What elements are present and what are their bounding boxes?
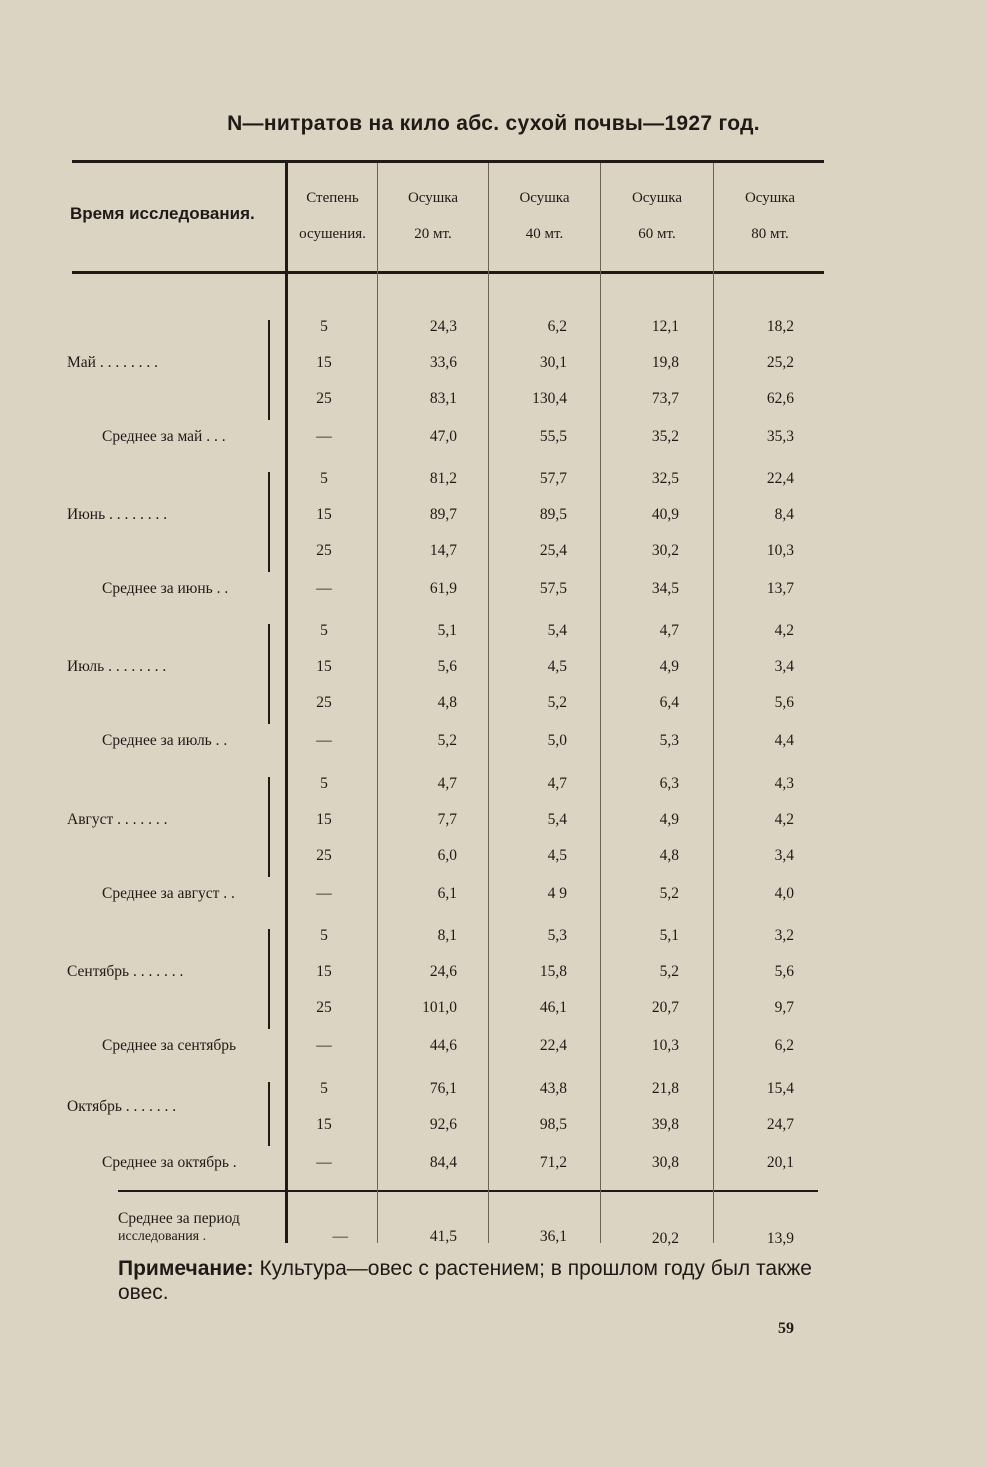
header-col-80-line1: Осушка	[744, 190, 796, 206]
table-cell: 24,7	[766, 1116, 794, 1133]
group-bracket	[268, 624, 270, 724]
average-cell: 4,4	[774, 732, 794, 749]
table-cell: 5,1	[659, 927, 679, 944]
average-cell: 6,1	[437, 885, 457, 902]
footnote	[118, 1257, 823, 1305]
header-degree	[288, 189, 377, 243]
table-cell: 5,2	[659, 963, 679, 980]
main-divider	[285, 163, 288, 1243]
table-cell: 20,7	[651, 999, 679, 1016]
table-cell: 33,6	[429, 354, 457, 371]
table-cell: 76,1	[429, 1080, 457, 1097]
header-col-40	[489, 189, 600, 243]
table-cell: 5,3	[547, 927, 567, 944]
header-col-80	[714, 189, 826, 243]
col-divider-3	[600, 163, 601, 1243]
average-cell: 71,2	[539, 1154, 567, 1171]
group-bracket	[268, 777, 270, 877]
table-cell: 25,2	[766, 354, 794, 371]
header-col-20-line1: Осушка	[407, 190, 459, 206]
table-cell: 30,1	[539, 354, 567, 371]
average-cell: 44,6	[429, 1037, 457, 1054]
average-cell: 47,0	[429, 428, 457, 445]
header-col-60-line2: 60 мт.	[638, 226, 676, 242]
header-col-40-line2: 40 мт.	[525, 226, 564, 242]
table-cell: 98,5	[539, 1116, 567, 1133]
average-cell: 22,4	[539, 1037, 567, 1054]
header-rule	[72, 271, 824, 274]
group-bracket	[268, 929, 270, 1029]
col-divider-4	[713, 163, 714, 1243]
table-cell: 46,1	[539, 999, 567, 1016]
table-cell: 5	[320, 927, 328, 944]
average-cell: —	[316, 885, 332, 902]
col-divider-1	[377, 163, 378, 1243]
table-cell: 9,7	[774, 999, 794, 1016]
table-cell: 19,8	[651, 354, 679, 371]
table-cell: 21,8	[651, 1080, 679, 1097]
average-cell: 5,3	[659, 732, 679, 749]
table-cell: 5,6	[774, 694, 794, 711]
table-cell: 101,0	[422, 999, 457, 1016]
average-cell: 35,2	[651, 428, 679, 445]
average-cell: —	[316, 580, 332, 597]
table-cell: 5,6	[774, 963, 794, 980]
group-bracket	[268, 1082, 270, 1146]
table-cell: 4,2	[774, 622, 794, 639]
average-cell: —	[316, 1154, 332, 1171]
table-cell: 81,2	[429, 470, 457, 487]
table-cell: 25	[316, 390, 332, 407]
month-label: Сентябрь . . . . . . .	[67, 963, 184, 980]
average-cell: 4 9	[547, 885, 567, 902]
table-cell: 15,4	[766, 1080, 794, 1097]
average-cell: 13,7	[766, 580, 794, 597]
total-label-line2: исследования .	[118, 1229, 207, 1244]
table-cell: 5,2	[547, 694, 567, 711]
table-cell: 4,7	[547, 775, 567, 792]
total-value: 36,1	[539, 1228, 567, 1245]
table-cell: 15,8	[539, 963, 567, 980]
average-label: Среднее за октябрь .	[102, 1154, 237, 1171]
table-cell: 6,0	[437, 847, 457, 864]
table-cell: 14,7	[429, 542, 457, 559]
table-cell: 43,8	[539, 1080, 567, 1097]
average-cell: 4,0	[774, 885, 794, 902]
table-cell: 5	[320, 1080, 328, 1097]
table-cell: 6,2	[547, 318, 567, 335]
table-cell: 130,4	[532, 390, 567, 407]
table-cell: 15	[316, 811, 332, 828]
group-bracket	[268, 320, 270, 420]
average-label: Среднее за июль . .	[102, 732, 228, 749]
table-cell: 10,3	[766, 542, 794, 559]
average-label: Среднее за июнь . .	[102, 580, 229, 597]
average-cell: 30,8	[651, 1154, 679, 1171]
table-cell: 15	[316, 354, 332, 371]
table-cell: 25,4	[539, 542, 567, 559]
average-cell: 61,9	[429, 580, 457, 597]
average-cell: 6,2	[774, 1037, 794, 1054]
table-cell: 5	[320, 318, 328, 335]
table-cell: 83,1	[429, 390, 457, 407]
table-cell: 15	[316, 963, 332, 980]
average-cell: —	[316, 1037, 332, 1054]
month-label: Июль . . . . . . . .	[67, 658, 167, 675]
table-cell: 5	[320, 775, 328, 792]
table-cell: 25	[316, 694, 332, 711]
table-cell: 6,3	[659, 775, 679, 792]
table-cell: 4,5	[547, 847, 567, 864]
footnote-label: Примечание:	[118, 1257, 254, 1280]
table-cell: 39,8	[651, 1116, 679, 1133]
table-cell: 24,6	[429, 963, 457, 980]
table-cell: 3,2	[774, 927, 794, 944]
table-cell: 15	[316, 658, 332, 675]
average-label: Среднее за май . . .	[102, 428, 226, 445]
total-value: 41,5	[429, 1228, 457, 1245]
table-cell: 30,2	[651, 542, 679, 559]
header-degree-line2: осушения.	[299, 226, 366, 242]
total-value: 20,2	[651, 1230, 679, 1247]
header-time: Время исследования.	[70, 204, 255, 223]
average-cell: 55,5	[539, 428, 567, 445]
table-cell: 4,9	[659, 811, 679, 828]
header-col-20	[378, 189, 488, 243]
average-cell: 35,3	[766, 428, 794, 445]
header-col-80-line2: 80 мт.	[751, 226, 789, 242]
group-bracket	[268, 472, 270, 572]
table-cell: 89,7	[429, 506, 457, 523]
table-cell: 4,5	[547, 658, 567, 675]
table-cell: 57,7	[539, 470, 567, 487]
average-label: Среднее за сентябрь	[102, 1037, 237, 1054]
total-value: 13,9	[766, 1230, 794, 1247]
average-cell: 10,3	[651, 1037, 679, 1054]
average-cell: —	[316, 428, 332, 445]
table-cell: 15	[316, 506, 332, 523]
page-number: 59	[778, 1320, 794, 1337]
header-col-40-line1: Осушка	[519, 190, 570, 206]
table-title: N—нитратов на кило абс. сухой почвы—1927 год.	[227, 112, 760, 135]
table-cell: 5,6	[437, 658, 457, 675]
table-cell: 3,4	[774, 658, 794, 675]
header-col-60	[601, 189, 713, 243]
month-label: Октябрь . . . . . . .	[67, 1098, 177, 1115]
table-cell: 22,4	[766, 470, 794, 487]
average-cell: 5,2	[659, 885, 679, 902]
footnote-text: Культура—овес с растением; в прошлом году был также овес.	[118, 1257, 812, 1304]
table-cell: 4,8	[437, 694, 457, 711]
table-cell: 5	[320, 622, 328, 639]
month-label: Июнь . . . . . . . .	[67, 506, 168, 523]
table-cell: 62,6	[766, 390, 794, 407]
table-cell: 18,2	[766, 318, 794, 335]
average-cell: 84,4	[429, 1154, 457, 1171]
header-degree-line1: Степень	[306, 190, 359, 206]
table-cell: 73,7	[651, 390, 679, 407]
table-cell: 8,4	[774, 506, 794, 523]
top-rule	[72, 160, 824, 163]
header-col-20-line2: 20 мт.	[414, 226, 452, 242]
table-cell: 5	[320, 470, 328, 487]
month-label: Май . . . . . . . .	[67, 354, 158, 371]
table-cell: 6,4	[659, 694, 679, 711]
table-cell: 25	[316, 999, 332, 1016]
table-cell: 25	[316, 847, 332, 864]
table-cell: 4,3	[774, 775, 794, 792]
average-label: Среднее за август . .	[102, 885, 235, 902]
table-cell: 5,4	[547, 811, 567, 828]
table-cell: 7,7	[437, 811, 457, 828]
table-cell: 24,3	[429, 318, 457, 335]
table-cell: 15	[316, 1116, 332, 1133]
table-cell: 40,9	[651, 506, 679, 523]
table-cell: 12,1	[651, 318, 679, 335]
table-cell: 4,9	[659, 658, 679, 675]
table-cell: 4,7	[437, 775, 457, 792]
average-cell: 5,2	[437, 732, 457, 749]
table-cell: 4,2	[774, 811, 794, 828]
table-cell: 89,5	[539, 506, 567, 523]
table-cell: 32,5	[651, 470, 679, 487]
average-cell: —	[316, 732, 332, 749]
table-cell: 3,4	[774, 847, 794, 864]
table-cell: 92,6	[429, 1116, 457, 1133]
table-cell: 5,1	[437, 622, 457, 639]
table-cell: 4,8	[659, 847, 679, 864]
average-cell: 34,5	[651, 580, 679, 597]
average-cell: 57,5	[539, 580, 567, 597]
col-divider-2	[488, 163, 489, 1243]
table-cell: 4,7	[659, 622, 679, 639]
table-cell: 8,1	[437, 927, 457, 944]
average-cell: 5,0	[547, 732, 567, 749]
total-value: —	[332, 1228, 348, 1245]
average-cell: 20,1	[766, 1154, 794, 1171]
header-col-60-line1: Осушка	[631, 190, 683, 206]
table-cell: 25	[316, 542, 332, 559]
month-label: Август . . . . . . .	[67, 811, 168, 828]
total-label-line1: Среднее за период	[118, 1210, 240, 1227]
table-cell: 5,4	[547, 622, 567, 639]
